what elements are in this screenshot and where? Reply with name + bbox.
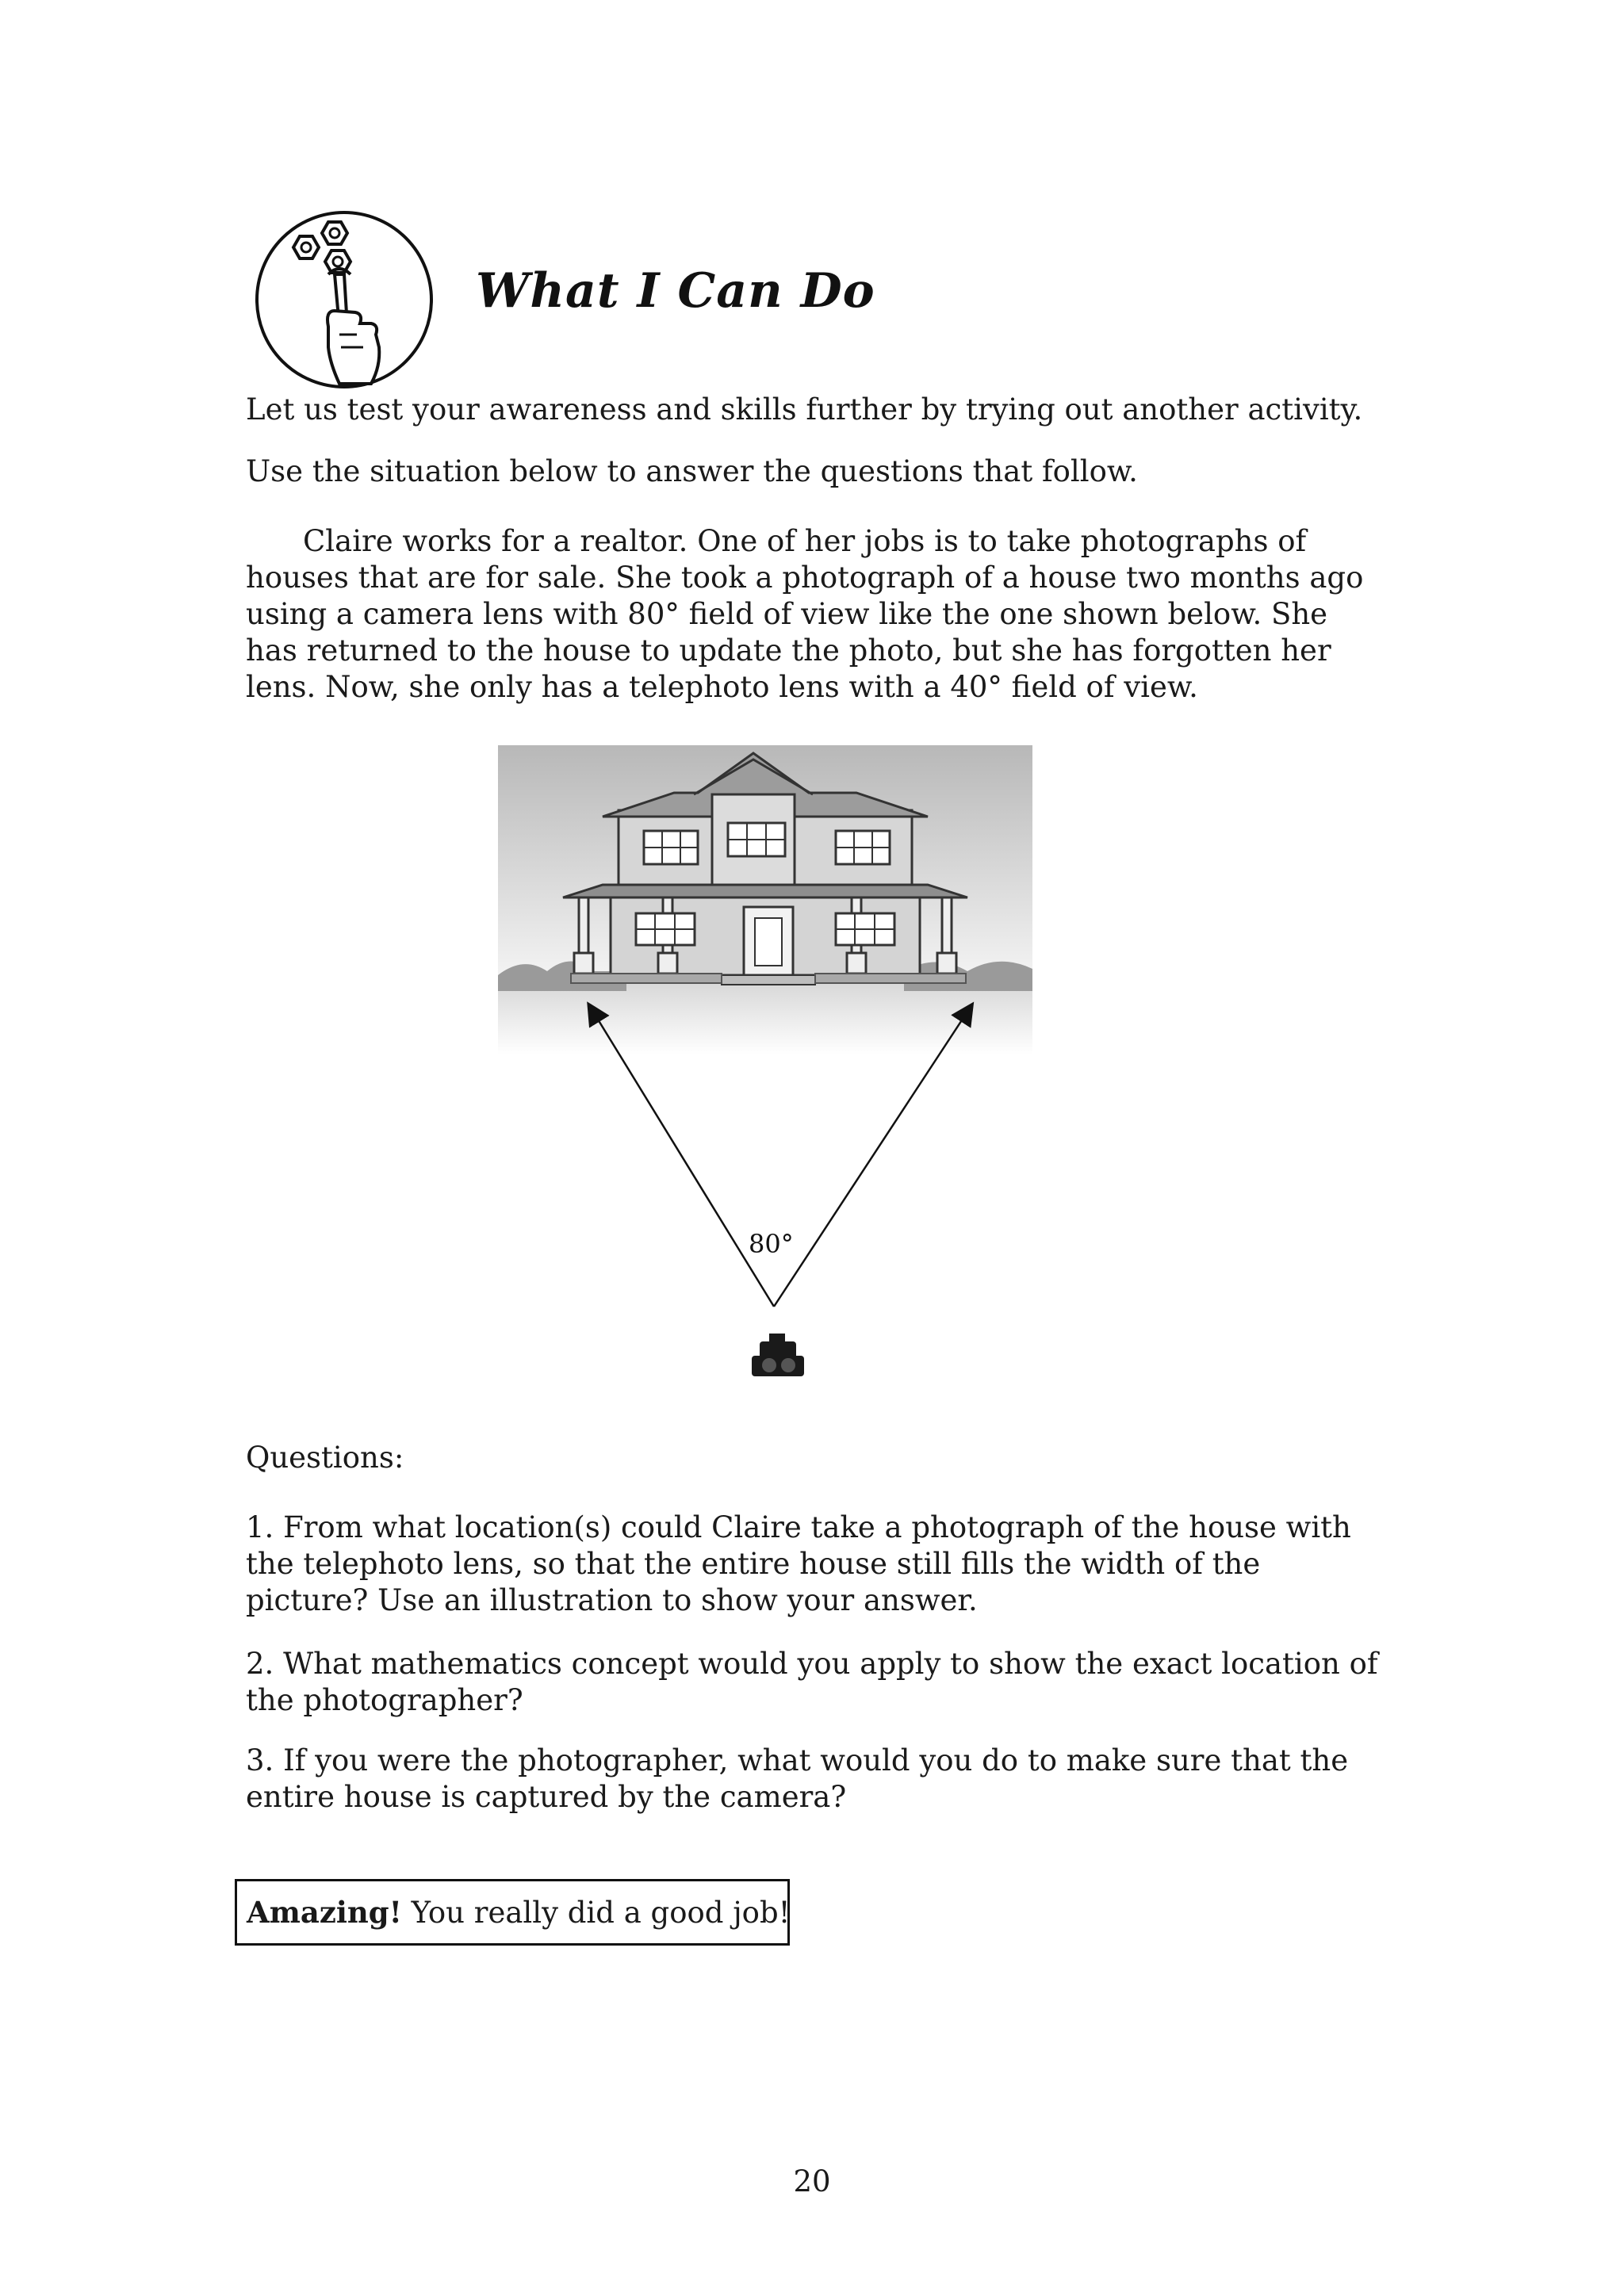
angle-label: 80°: [749, 1229, 794, 1259]
page-number: 20: [793, 2164, 831, 2198]
question-2: 2. What mathematics concept would you apply to show the exact location of the photographer?: [246, 1647, 1378, 1717]
house-photo: [498, 745, 1032, 1054]
intro-line-2: Use the situation below to answer the questions that follow.: [246, 454, 1138, 488]
wrench-hand-icon: [252, 208, 436, 392]
camera-icon: [752, 1334, 804, 1376]
question-3: 3. If you were the photographer, what would you do to make sure that the entire house is captured by the camera?: [246, 1743, 1349, 1814]
field-of-view-lines: [593, 1012, 967, 1307]
feedback-text: You really did a good job!: [401, 1895, 791, 1930]
feedback-bold: Amazing!: [247, 1895, 402, 1930]
house-field-of-view-figure: [492, 745, 1039, 1380]
question-1: 1. From what location(s) could Claire take a photograph of the house with the telephoto lens, so that the entire house still fills the width of the picture? Use an illustration to show your answer.: [246, 1510, 1351, 1617]
situation-paragraph: Claire works for a realtor. One of her jobs is to take photographs of houses that are for sale. She took a photograph of a house two months ago using a camera lens with 80° field of view like the one shown below. She has returned to the house to update the photo, but she has forgotten her lens. Now, she only has a telephoto lens with a 40° field of view.: [246, 524, 1364, 704]
feedback-box: [235, 1879, 790, 1946]
questions-label: Questions:: [246, 1441, 404, 1475]
section-title: What I Can Do: [476, 263, 875, 319]
intro-line-1: Let us test your awareness and skills further by trying out another activity.: [246, 392, 1363, 427]
